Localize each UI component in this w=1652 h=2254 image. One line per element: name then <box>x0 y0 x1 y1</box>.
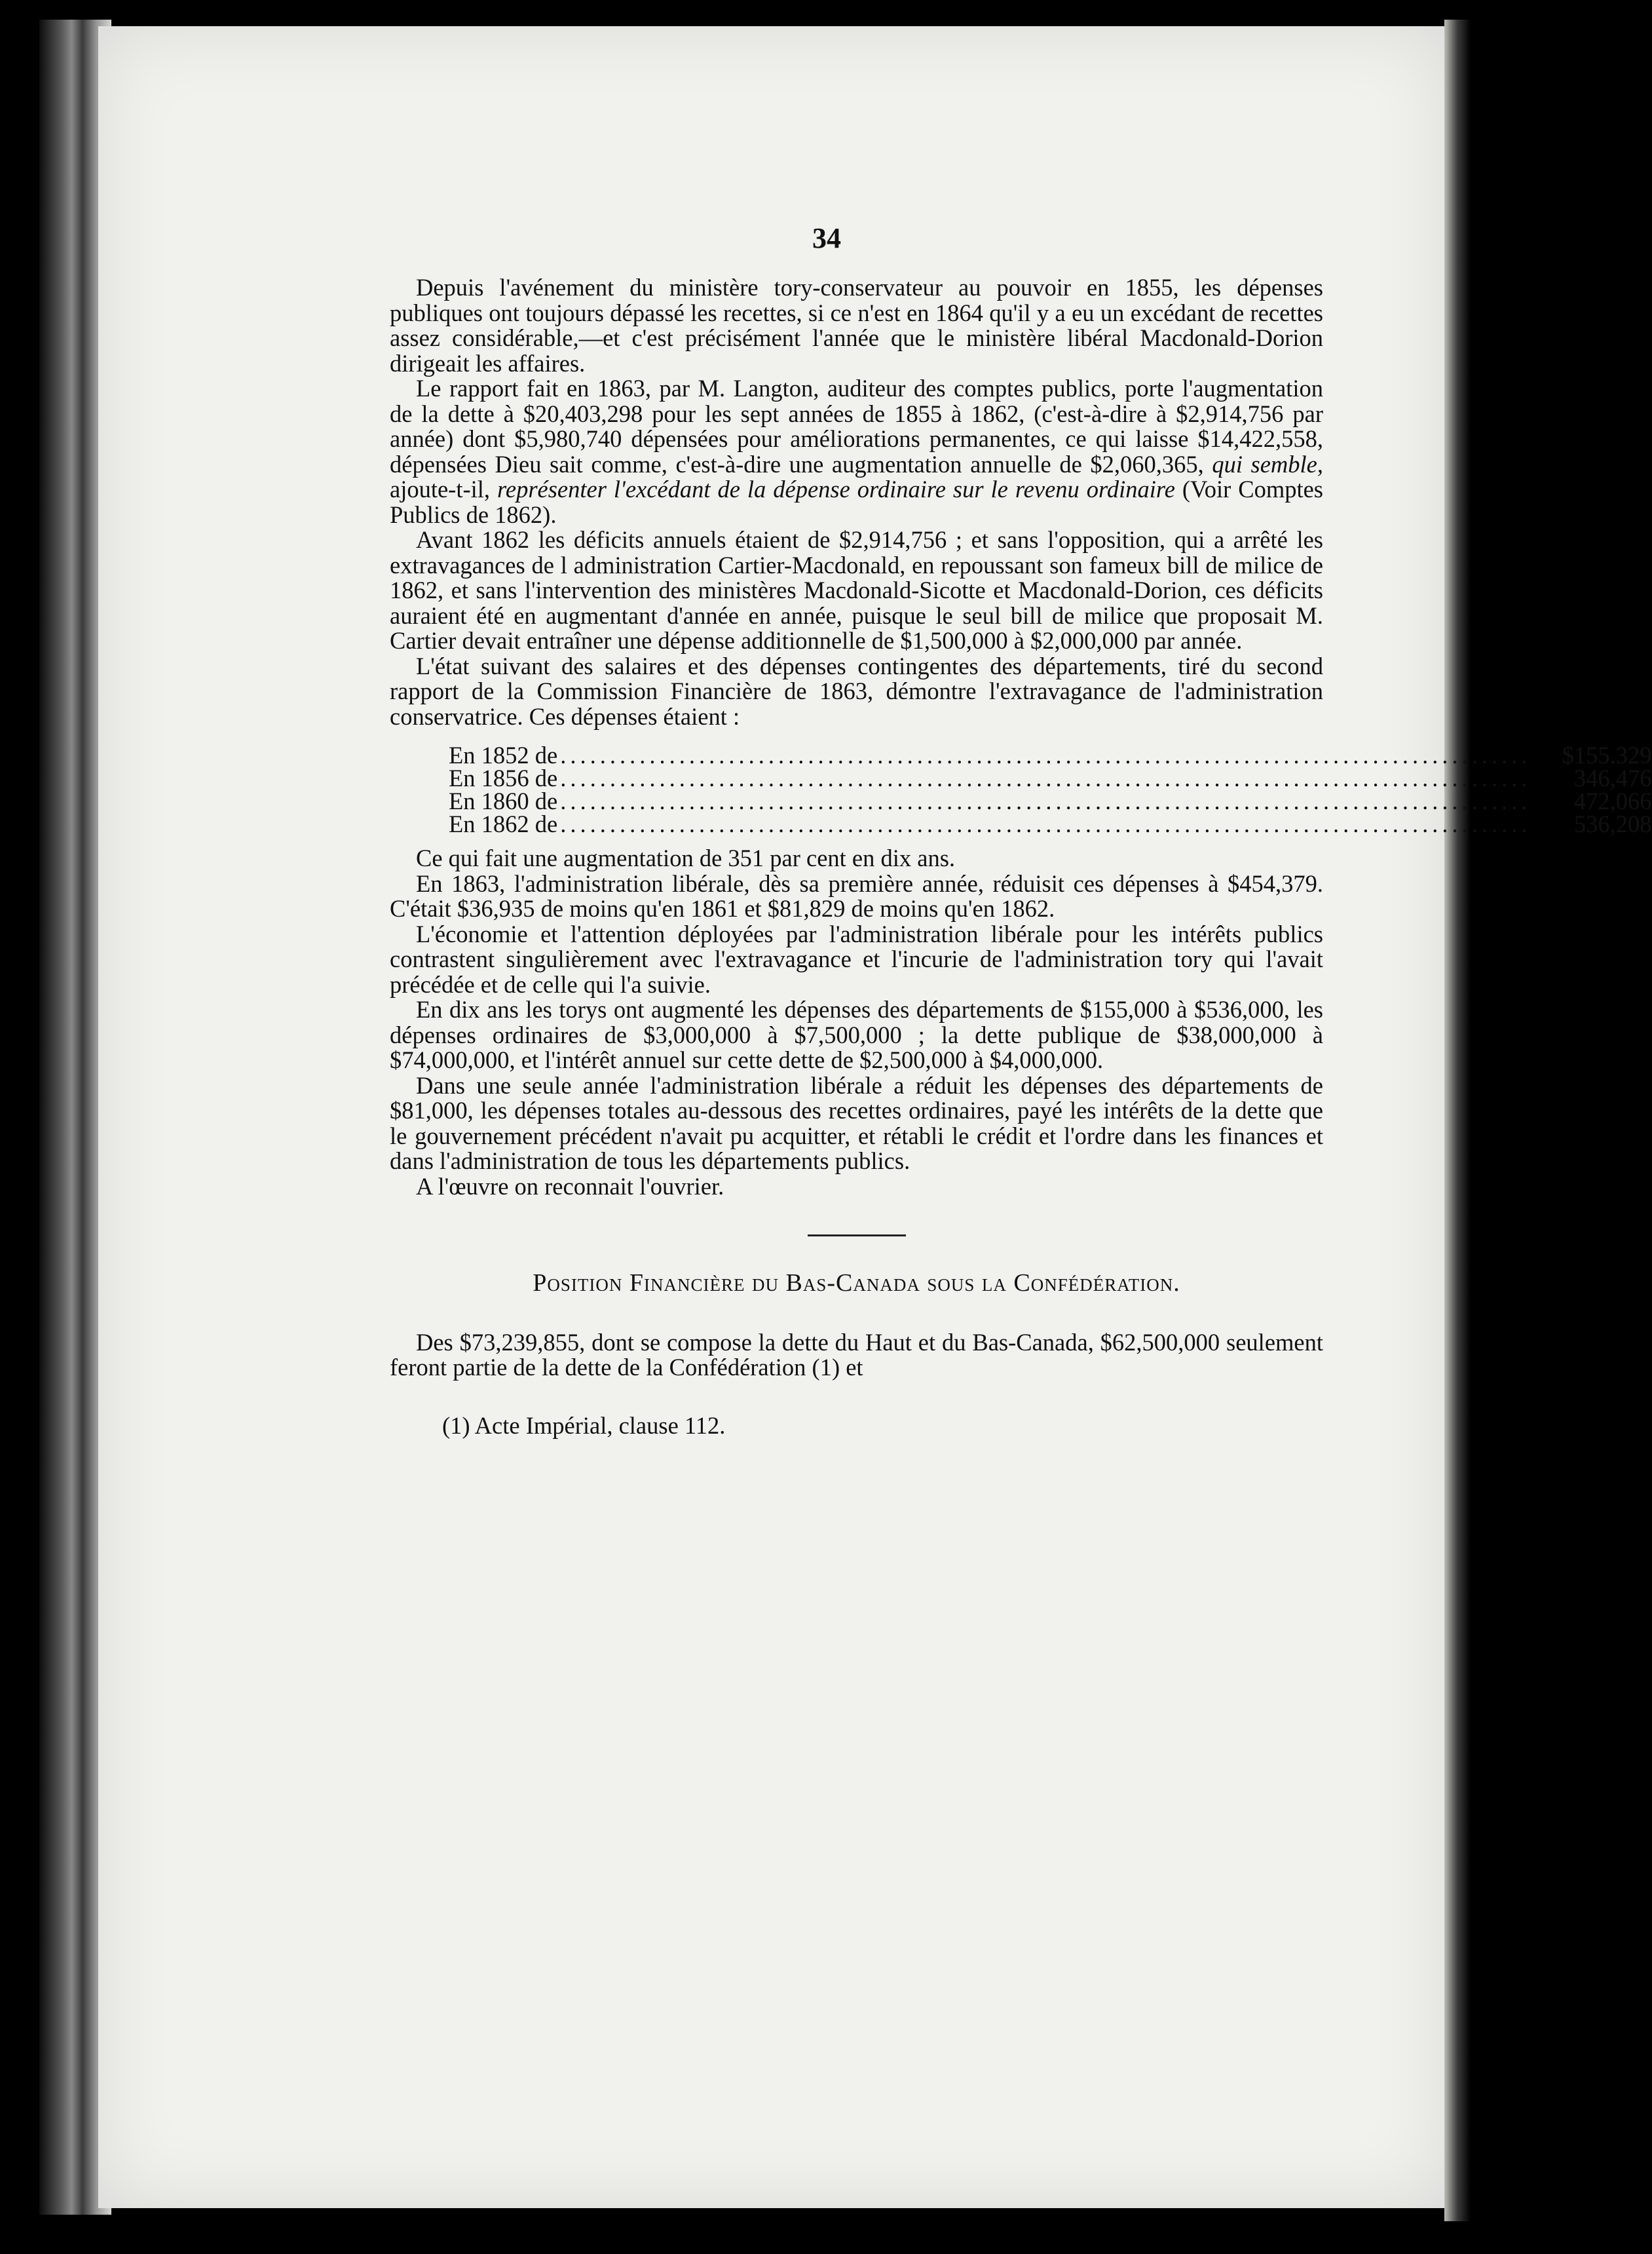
paragraph-text: Le rapport fait en 1863, par M. Langton, auditeur des comptes publics, porte l'augmentation de la dette à $20,403,298 pour les sept années de 1855 à 1862, (c'est-à-dire à $2,914,756 par année) dont $5,980,740 dépensées pour améliorations permanentes, ce qui laisse $14,422,558, dépensées Dieu sait comme, c'est-à-dire une augmentation annuelle de $2,060,365, <box>390 375 1323 478</box>
paragraph: En dix ans les torys ont augmenté les dépenses des départements de $155,000 à $536,000, les dépenses ordinaires de $3,000,000 à $7,500,000 ; la dette publique de $38,000,000 à $74,000,000, et l'intérêt annuel sur cette dette de $2,500,000 à $4,000,000. <box>390 996 1323 1073</box>
section-heading: Position Financière du Bas-Canada sous la Confédération. <box>533 1269 1180 1297</box>
paragraph: A l'œuvre on reconnait l'ouvrier. <box>416 1172 724 1200</box>
ledger-amount: 346,476 <box>1573 765 1652 792</box>
ledger-year: En 1856 de <box>449 765 558 792</box>
paragraph-text: (Voir Comptes Publics de 1862). <box>390 476 1324 528</box>
paragraph-text: ajoute-t-il, <box>390 476 491 503</box>
paragraph: Depuis l'avénement du ministère tory-conservateur au pouvoir en 1855, les dépenses publiques ont toujours dépassé les recettes, si ce n'est en 1864 qu'il y a eu un excédant de recettes assez considérable,—et c'est précisément l'année que le ministère libéral Macdonald-Dorion dirigeait les affaires. <box>390 274 1323 377</box>
paragraph: En 1863, l'administration libérale, dès sa première année, réduisit ces dépenses à $454,379. C'était $36,935 de moins qu'en 1861 et $81,829 de moins qu'en 1862. <box>390 869 1323 922</box>
paragraph: L'économie et l'attention déployées par l'administration libérale pour les intérêts publics contrastent singulièrement avec l'extravagance et l'incurie de l'administration tory qui l'avait précédée et de celle qui l'a suivie. <box>390 920 1323 998</box>
paragraph: Avant 1862 les déficits annuels étaient de $2,914,756 ; et sans l'opposition, qui a arrêté les extravagances de l administration Cartier-Macdonald, en repoussant son fameux bill de milice de 1862, et sans l'intervention des ministères Macdonald-Sicotte et Macdonald-Dorion, ces déficits auraient été en augmentant d'année en année, puisque le seul bill de milice que proposait M. Cartier devait entraîner une dépense additionnelle de $1,500,000 à $2,000,000 par année. <box>390 526 1323 654</box>
footnote: (1) Acte Impérial, clause 112. <box>442 1411 726 1439</box>
italic-quote: qui semble, <box>1212 450 1324 478</box>
dot-leader: .................................................................................................. <box>560 742 1531 769</box>
dot-leader: .................................................................................................. <box>560 811 1531 837</box>
page-right-edge <box>1444 20 1471 2221</box>
dot-leader: .................................................................................................. <box>560 765 1531 792</box>
paragraph: Des $73,239,855, dont se compose la dette du Haut et du Bas-Canada, $62,500,000 seulement feront partie de la dette de la Confédération (1) et <box>390 1328 1323 1381</box>
ledger-year: En 1852 de <box>449 742 558 769</box>
paragraph: L'état suivant des salaires et des dépenses contingentes des départements, tiré du second rapport de la Commission Financière de 1863, démontre l'extravagance de l'administration conservatrice. Ces dépenses étaient : <box>390 652 1323 730</box>
italic-quote: représenter l'excédant de la dépense ordinaire sur le revenu ordinaire <box>497 476 1175 503</box>
ledger-row <box>449 765 1652 792</box>
ledger-year: En 1860 de <box>449 788 558 814</box>
ledger-year: En 1862 de <box>449 811 558 837</box>
dot-leader: .................................................................................................. <box>560 788 1531 814</box>
ledger-amount: $155.329 <box>1562 742 1652 769</box>
ledger-row <box>449 811 1652 837</box>
ledger-row <box>449 742 1652 769</box>
section-divider <box>808 1234 906 1236</box>
paragraph <box>390 376 1323 527</box>
body-text <box>390 274 1652 1439</box>
ledger-row <box>449 788 1652 814</box>
paragraph: Dans une seule année l'administration libérale a réduit les dépenses des départements de $81,000, les dépenses totales au-dessous des recettes ordinaires, payé les intérêts de la dette que le gouvernement précédent n'avait pu acquitter, et rétabli le crédit et l'ordre dans les finances et dans l'administration de tous les départements publics. <box>390 1071 1323 1174</box>
paragraph: Ce qui fait une augmentation de 351 par cent en dix ans. <box>416 845 956 871</box>
expense-ledger <box>449 742 1652 837</box>
ledger-amount: 472,066 <box>1573 788 1652 814</box>
page-number: 34 <box>812 222 841 254</box>
ledger-amount: 536,208 <box>1573 811 1652 837</box>
